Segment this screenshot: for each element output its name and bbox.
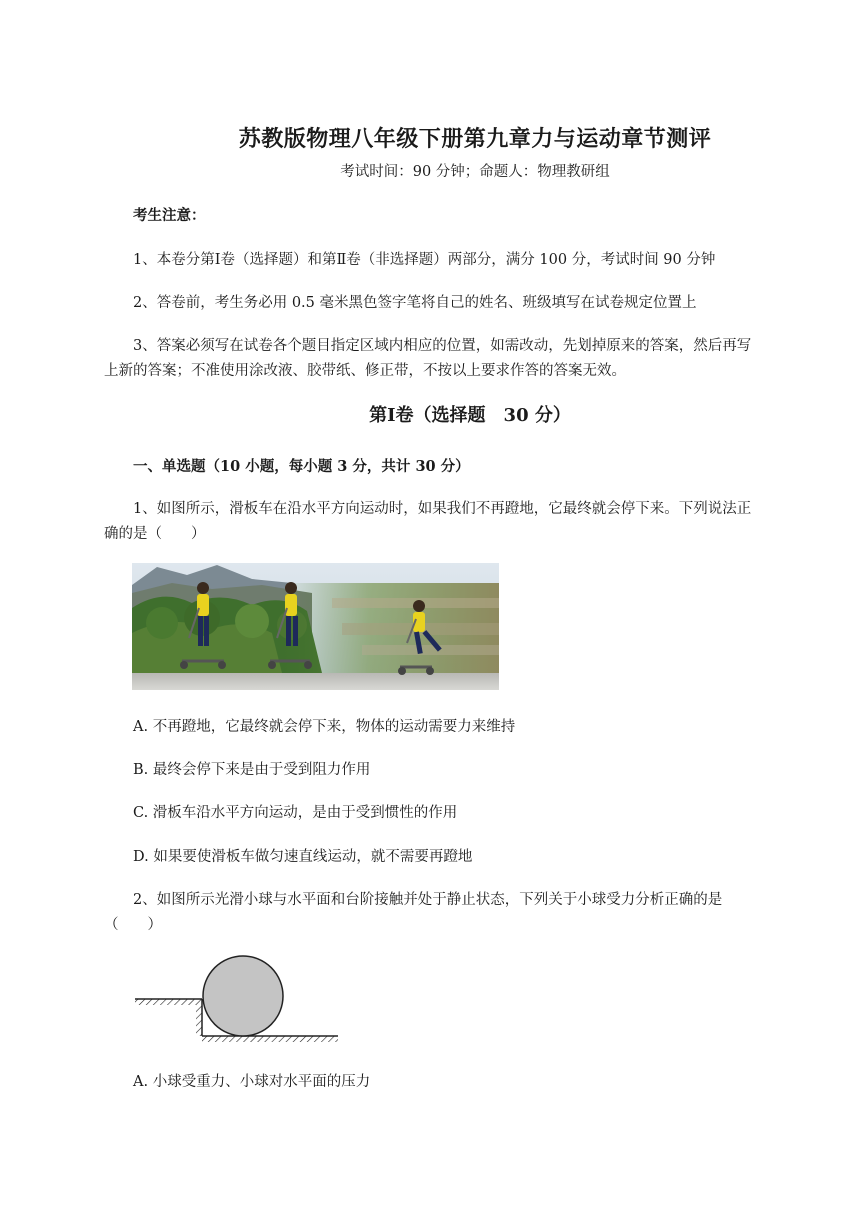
q1-stem-line2: 确的是（ ）: [104, 526, 206, 542]
scooter-photo: [132, 563, 499, 690]
notice-item-3-line2: 上新的答案；不准使用涂改液、胶带纸、修正带，不按以上要求作答的答案无效。: [104, 363, 626, 379]
document-title: 苏教版物理八年级下册第九章力与运动章节测评: [238, 126, 712, 152]
q1-option-d: D. 如果要使滑板车做匀速直线运动，就不需要再蹬地: [133, 849, 473, 865]
document-subtitle: 考试时间：90 分钟；命题人：物理教研组: [340, 164, 610, 180]
notice-item-3-line1: 3、答案必须写在试卷各个题目指定区域内相应的位置，如需改动，先划掉原来的答案，然后再写: [133, 338, 752, 354]
q2-option-a: A. 小球受重力、小球对水平面的压力: [133, 1074, 371, 1090]
notice-heading: 考生注意：: [133, 207, 206, 224]
q1-stem-line1: 1、如图所示，滑板车在沿水平方向运动时，如果我们不再蹬地，它最终就会停下来。下列说法正: [133, 501, 752, 517]
notice-item-1: 1、本卷分第Ⅰ卷（选择题）和第Ⅱ卷（非选择题）两部分，满分 100 分，考试时间 90 分钟: [133, 252, 716, 268]
section-title: 第Ⅰ卷（选择题 30 分）: [369, 405, 571, 426]
part-heading: 一、单选题（10 小题，每小题 3 分，共计 30 分）: [133, 458, 470, 475]
q1-option-a: A. 不再蹬地，它最终就会停下来，物体的运动需要力来维持: [133, 719, 516, 735]
ball-step-diagram: [130, 950, 345, 1045]
notice-item-2: 2、答卷前，考生务必用 0.5 毫米黑色签字笔将自己的姓名、班级填写在试卷规定位置上: [133, 295, 697, 311]
q2-stem-line1: 2、如图所示光滑小球与水平面和台阶接触并处于静止状态，下列关于小球受力分析正确的是: [133, 892, 723, 908]
q2-stem-line2: （ ）: [104, 917, 162, 933]
q1-option-c: C. 滑板车沿水平方向运动，是由于受到惯性的作用: [133, 805, 458, 821]
q1-option-b: B. 最终会停下来是由于受到阻力作用: [133, 762, 371, 778]
